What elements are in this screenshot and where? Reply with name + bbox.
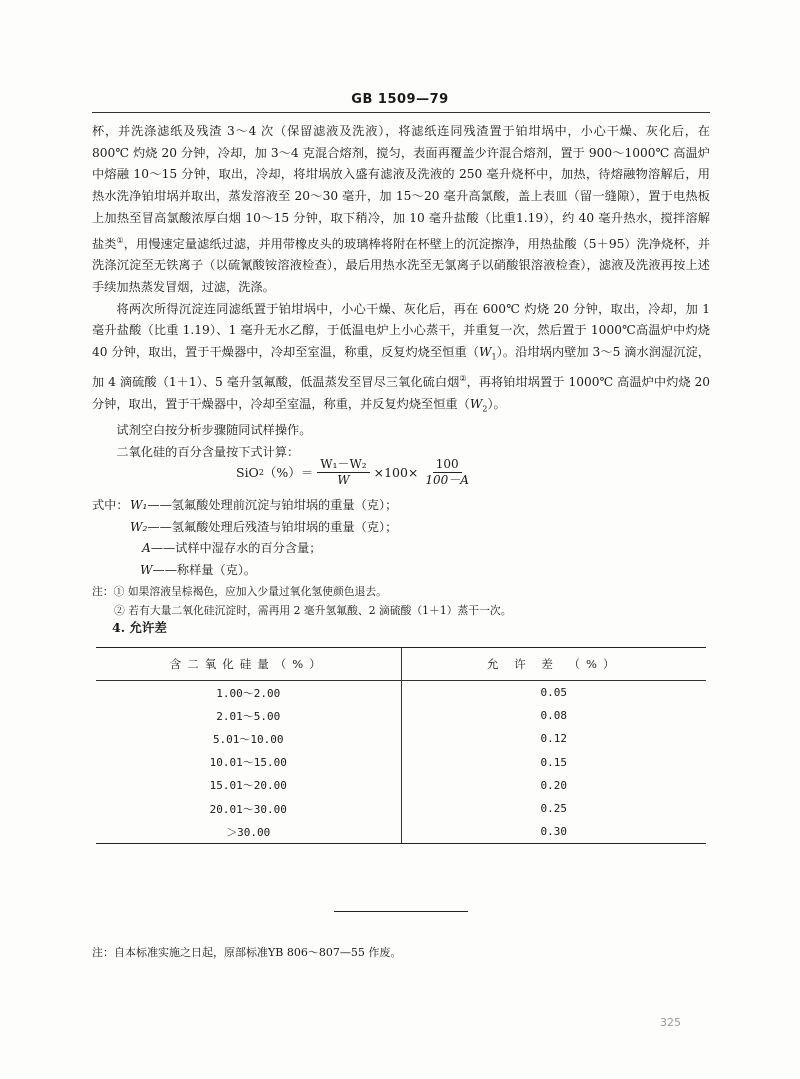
table-row bbox=[96, 751, 706, 774]
page-number: 325 bbox=[660, 1016, 681, 1029]
definition-text: ——氢氟酸处理后残渣与铂坩埚的重量（克）； bbox=[147, 519, 398, 534]
formula-lhs: SiO bbox=[236, 464, 259, 480]
header-rule bbox=[92, 112, 710, 113]
table-cell-tolerance: 0.25 bbox=[540, 802, 567, 816]
section-title: 4. 允许差 bbox=[112, 620, 167, 635]
notes-label: 注： bbox=[92, 585, 114, 598]
table-row bbox=[96, 727, 706, 750]
table-cell-tolerance: 0.20 bbox=[540, 778, 567, 792]
table-cell-range: 10.01～15.00 bbox=[96, 751, 402, 774]
table-cell-tolerance: 0.15 bbox=[540, 755, 567, 769]
note-1 bbox=[92, 582, 710, 601]
table-cell-tolerance: 0.30 bbox=[540, 825, 567, 839]
tolerance-table bbox=[96, 647, 706, 844]
table-cell-tolerance: 0.05 bbox=[540, 686, 567, 700]
symbol-w2: W bbox=[469, 397, 483, 411]
table-cell-tolerance: 0.08 bbox=[540, 709, 567, 723]
sio2-formula bbox=[236, 455, 476, 489]
definition-row bbox=[92, 560, 710, 582]
formula-lhs-unit: （%）＝ bbox=[263, 465, 314, 480]
symbol-w1: W bbox=[479, 345, 492, 360]
page-header: GB 1509—79 bbox=[351, 92, 449, 107]
footnote-ref-1: ① bbox=[116, 235, 124, 245]
table-cell-range: ＞30.00 bbox=[96, 820, 402, 843]
formula-times: ×100× bbox=[373, 464, 419, 480]
paragraph-2-part-a: 将两次所得沉淀连同滤纸置于铂坩埚中，小心干燥、灰化后，再在 600℃ 灼烧 20 分钟，取出，冷却，加 1 毫升盐酸（比重 1.19）、1 毫升无水乙醇，于低温电炉上小心蒸干，并重复一次，然后置于 1000℃高温炉中灼烧 40 分钟，取出，置于干燥器中，冷却至室温，称重，反复灼烧至恒重（ bbox=[92, 301, 710, 360]
fraction-2-numerator: 100 bbox=[433, 457, 462, 473]
definition-row bbox=[92, 517, 710, 539]
table-cell-range: 1.00～2.00 bbox=[96, 681, 402, 704]
paragraph-2-part-c: ，再将铂坩埚置于 1000℃ 高温炉中灼烧 20 分钟，取出，置于干燥器中，冷却至室温，称重，并反复灼烧至恒重（ bbox=[92, 375, 711, 411]
note-2-text: ② 若有大量二氧化硅沉淀时，需再用 2 毫升氢氟酸、2 滴硫酸（1＋1）蒸干一次。 bbox=[114, 604, 512, 617]
table-header-sio2: 含二氧化硅量（%） bbox=[96, 648, 402, 680]
formula-fraction-1 bbox=[317, 457, 369, 488]
footnote-ref-2: ② bbox=[459, 374, 467, 384]
fraction-1-numerator: W₁－W₂ bbox=[317, 457, 369, 473]
table-row bbox=[96, 774, 706, 797]
formula-lhs-sub: 2 bbox=[258, 467, 264, 477]
table-cell-range: 2.01～5.00 bbox=[96, 704, 402, 727]
table-cell-range: 20.01～30.00 bbox=[96, 797, 402, 820]
paragraph-1 bbox=[92, 121, 710, 299]
note-2 bbox=[92, 601, 710, 620]
paragraph-4: 二氧化硅的百分含量按下式计算： bbox=[116, 444, 300, 459]
table-header-row bbox=[96, 648, 706, 681]
definition-symbol: W bbox=[140, 562, 153, 577]
formula-fraction-2 bbox=[422, 457, 472, 488]
definition-symbol: W₂ bbox=[130, 519, 148, 534]
body-text bbox=[92, 121, 710, 464]
note-1-text: ① 如果溶液呈棕褐色，应加入少量过氧化氢使颜色退去。 bbox=[113, 585, 387, 598]
definition-text: ——称样量（克）。 bbox=[152, 562, 257, 577]
paragraph-1-part-b: ，用慢速定量滤纸过滤，并用带橡皮头的玻璃棒将附在杯壁上的沉淀擦净，用热盐酸（5＋95）洗净烧杯，并洗涤沉淀至无铁离子（以硫氰酸铵溶液检查），最后用热水洗至无氯离子以硝酸银溶液检查），滤液及洗液再按上述手续加热蒸发冒烟，过滤，洗涤。 bbox=[92, 236, 711, 294]
table-row bbox=[96, 704, 706, 727]
definition-row bbox=[92, 538, 710, 560]
symbol-w1-sub: 1 bbox=[491, 352, 497, 362]
variable-definitions bbox=[92, 495, 710, 581]
footnote: 注：自本标准实施之日起，原部标准YB 806～807—55 作废。 bbox=[92, 946, 402, 959]
table-row bbox=[96, 820, 706, 843]
definition-text: ——试样中湿存水的百分含量； bbox=[150, 541, 322, 555]
table-cell-range: 5.01～10.00 bbox=[96, 727, 402, 750]
notes bbox=[92, 582, 710, 620]
table-row bbox=[96, 797, 706, 820]
fraction-2-denominator: 100－A bbox=[425, 472, 469, 487]
definition-text: ——氢氟酸处理前沉淀与铂坩埚的重量（克）； bbox=[147, 498, 398, 512]
fraction-1-denominator: W bbox=[337, 472, 350, 487]
paragraph-3: 试剂空白按分析步骤随同试样操作。 bbox=[116, 423, 312, 438]
paragraph-1-part-a: 杯，并洗涤滤纸及残渣 3～4 次（保留滤液及洗液），将滤纸连同残渣置于铂坩埚中，小心干燥、灰化后，在 800℃ 灼烧 20 分钟，冷却，加 3～4 克混合熔剂，搅匀，表面再覆盖少许混合熔剂，置于 900～1000℃ 高温炉中熔融 10～15 分钟，取出，冷却，将坩埚放入盛有滤液及洗液的 250 毫升烧杯中，加热，待熔融物溶解后，用热水洗净铂坩埚并取出，蒸发溶液至 20～30 毫升，加 15～20 毫升高氯酸，盖上表皿（留一缝隙），置于电热板上加热至冒高氯酸浓厚白烟 10～15 分钟，取下稍冷，加 10 毫升盐酸（比重1.19），约 40 毫升热水，搅拌溶解盐类 bbox=[92, 124, 710, 251]
table-cell-range: 15.01～20.00 bbox=[96, 774, 402, 797]
definitions-prefix: 式中： bbox=[92, 498, 129, 512]
paragraph-2 bbox=[92, 299, 710, 420]
definition-row bbox=[92, 495, 710, 517]
paragraph-2-part-d: ）。 bbox=[487, 397, 506, 411]
end-rule bbox=[334, 911, 468, 912]
paragraph-2-part-b: ）。沿坩埚内壁加 3～5 滴水润湿沉淀，加 4 滴硫酸（1＋1）、5 毫升氢氟酸，低温蒸发至冒尽三氧化硫白烟 bbox=[92, 345, 710, 390]
table-cell-tolerance: 0.12 bbox=[540, 732, 567, 746]
table-header-tolerance: 允 许 差 （%） bbox=[487, 657, 621, 671]
table-row bbox=[96, 681, 706, 704]
definition-symbol: W₁ bbox=[130, 498, 148, 512]
definition-symbol: A bbox=[142, 541, 151, 555]
symbol-w2-sub: 2 bbox=[482, 404, 488, 414]
